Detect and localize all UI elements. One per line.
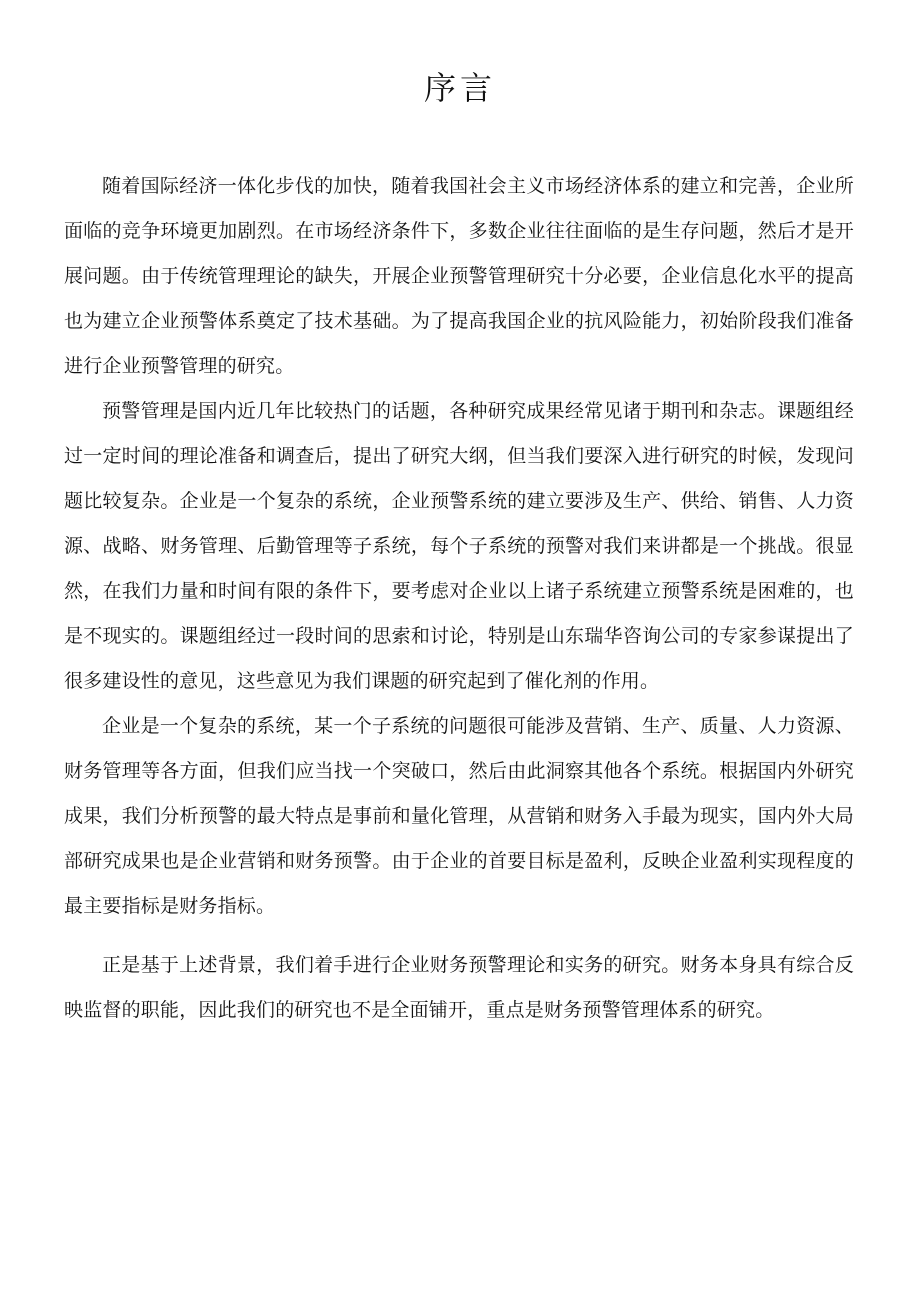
page-title: 序言 [423,69,496,107]
paragraph-4: 正是基于上述背景，我们着手进行企业财务预警理论和实务的研究。财务本身具有综合反映监督的职能，因此我们的研究也不是全面铺开，重点是财务预警管理体系的研究。 [64,954,854,1021]
paragraph-2: 预警管理是国内近几年比较热门的话题，各种研究成果经常见诸于期刊和杂志。课题组经过一定时间的理论准备和调查后，提出了研究大纲，但当我们要深入进行研究的时候，发现问题比较复杂。企业是一个复杂的系统，企业预警系统的建立要涉及生产、供给、销售、人力资源、战略、财务管理、后勤管理等子系统，每个子系统的预警对我们来讲都是一个挑战。很显然，在我们力量和时间有限的条件下，要考虑对企业以上诸子系统建立预警系统是困难的，也是不现实的。课题组经过一段时间的思索和讨论，特别是山东瑞华咨询公司的专家参谋提出了很多建设性的意见，这些意见为我们课题的研究起到了催化剂的作用。 [64,400,854,692]
document-body [64,164,854,1033]
paragraph-1: 随着国际经济一体化步伐的加快，随着我国社会主义市场经济体系的建立和完善，企业所面临的竞争环境更加剧烈。在市场经济条件下，多数企业往往面临的是生存问题，然后才是开展问题。由于传统管理理论的缺失，开展企业预警管理研究十分必要，企业信息化水平的提高也为建立企业预警体系奠定了技术基础。为了提高我国企业的抗风险能力，初始阶段我们准备进行企业预警管理的研究。 [64,175,854,377]
paragraph-3: 企业是一个复杂的系统，某一个子系统的问题很可能涉及营销、生产、质量、人力资源、财务管理等各方面，但我们应当找一个突破口，然后由此洞察其他各个系统。根据国内外研究成果，我们分析预警的最大特点是事前和量化管理，从营销和财务入手最为现实，国内外大局部研究成果也是企业营销和财务预警。由于企业的首要目标是盈利，反映企业盈利实现程度的最主要指标是财务指标。 [64,715,854,917]
